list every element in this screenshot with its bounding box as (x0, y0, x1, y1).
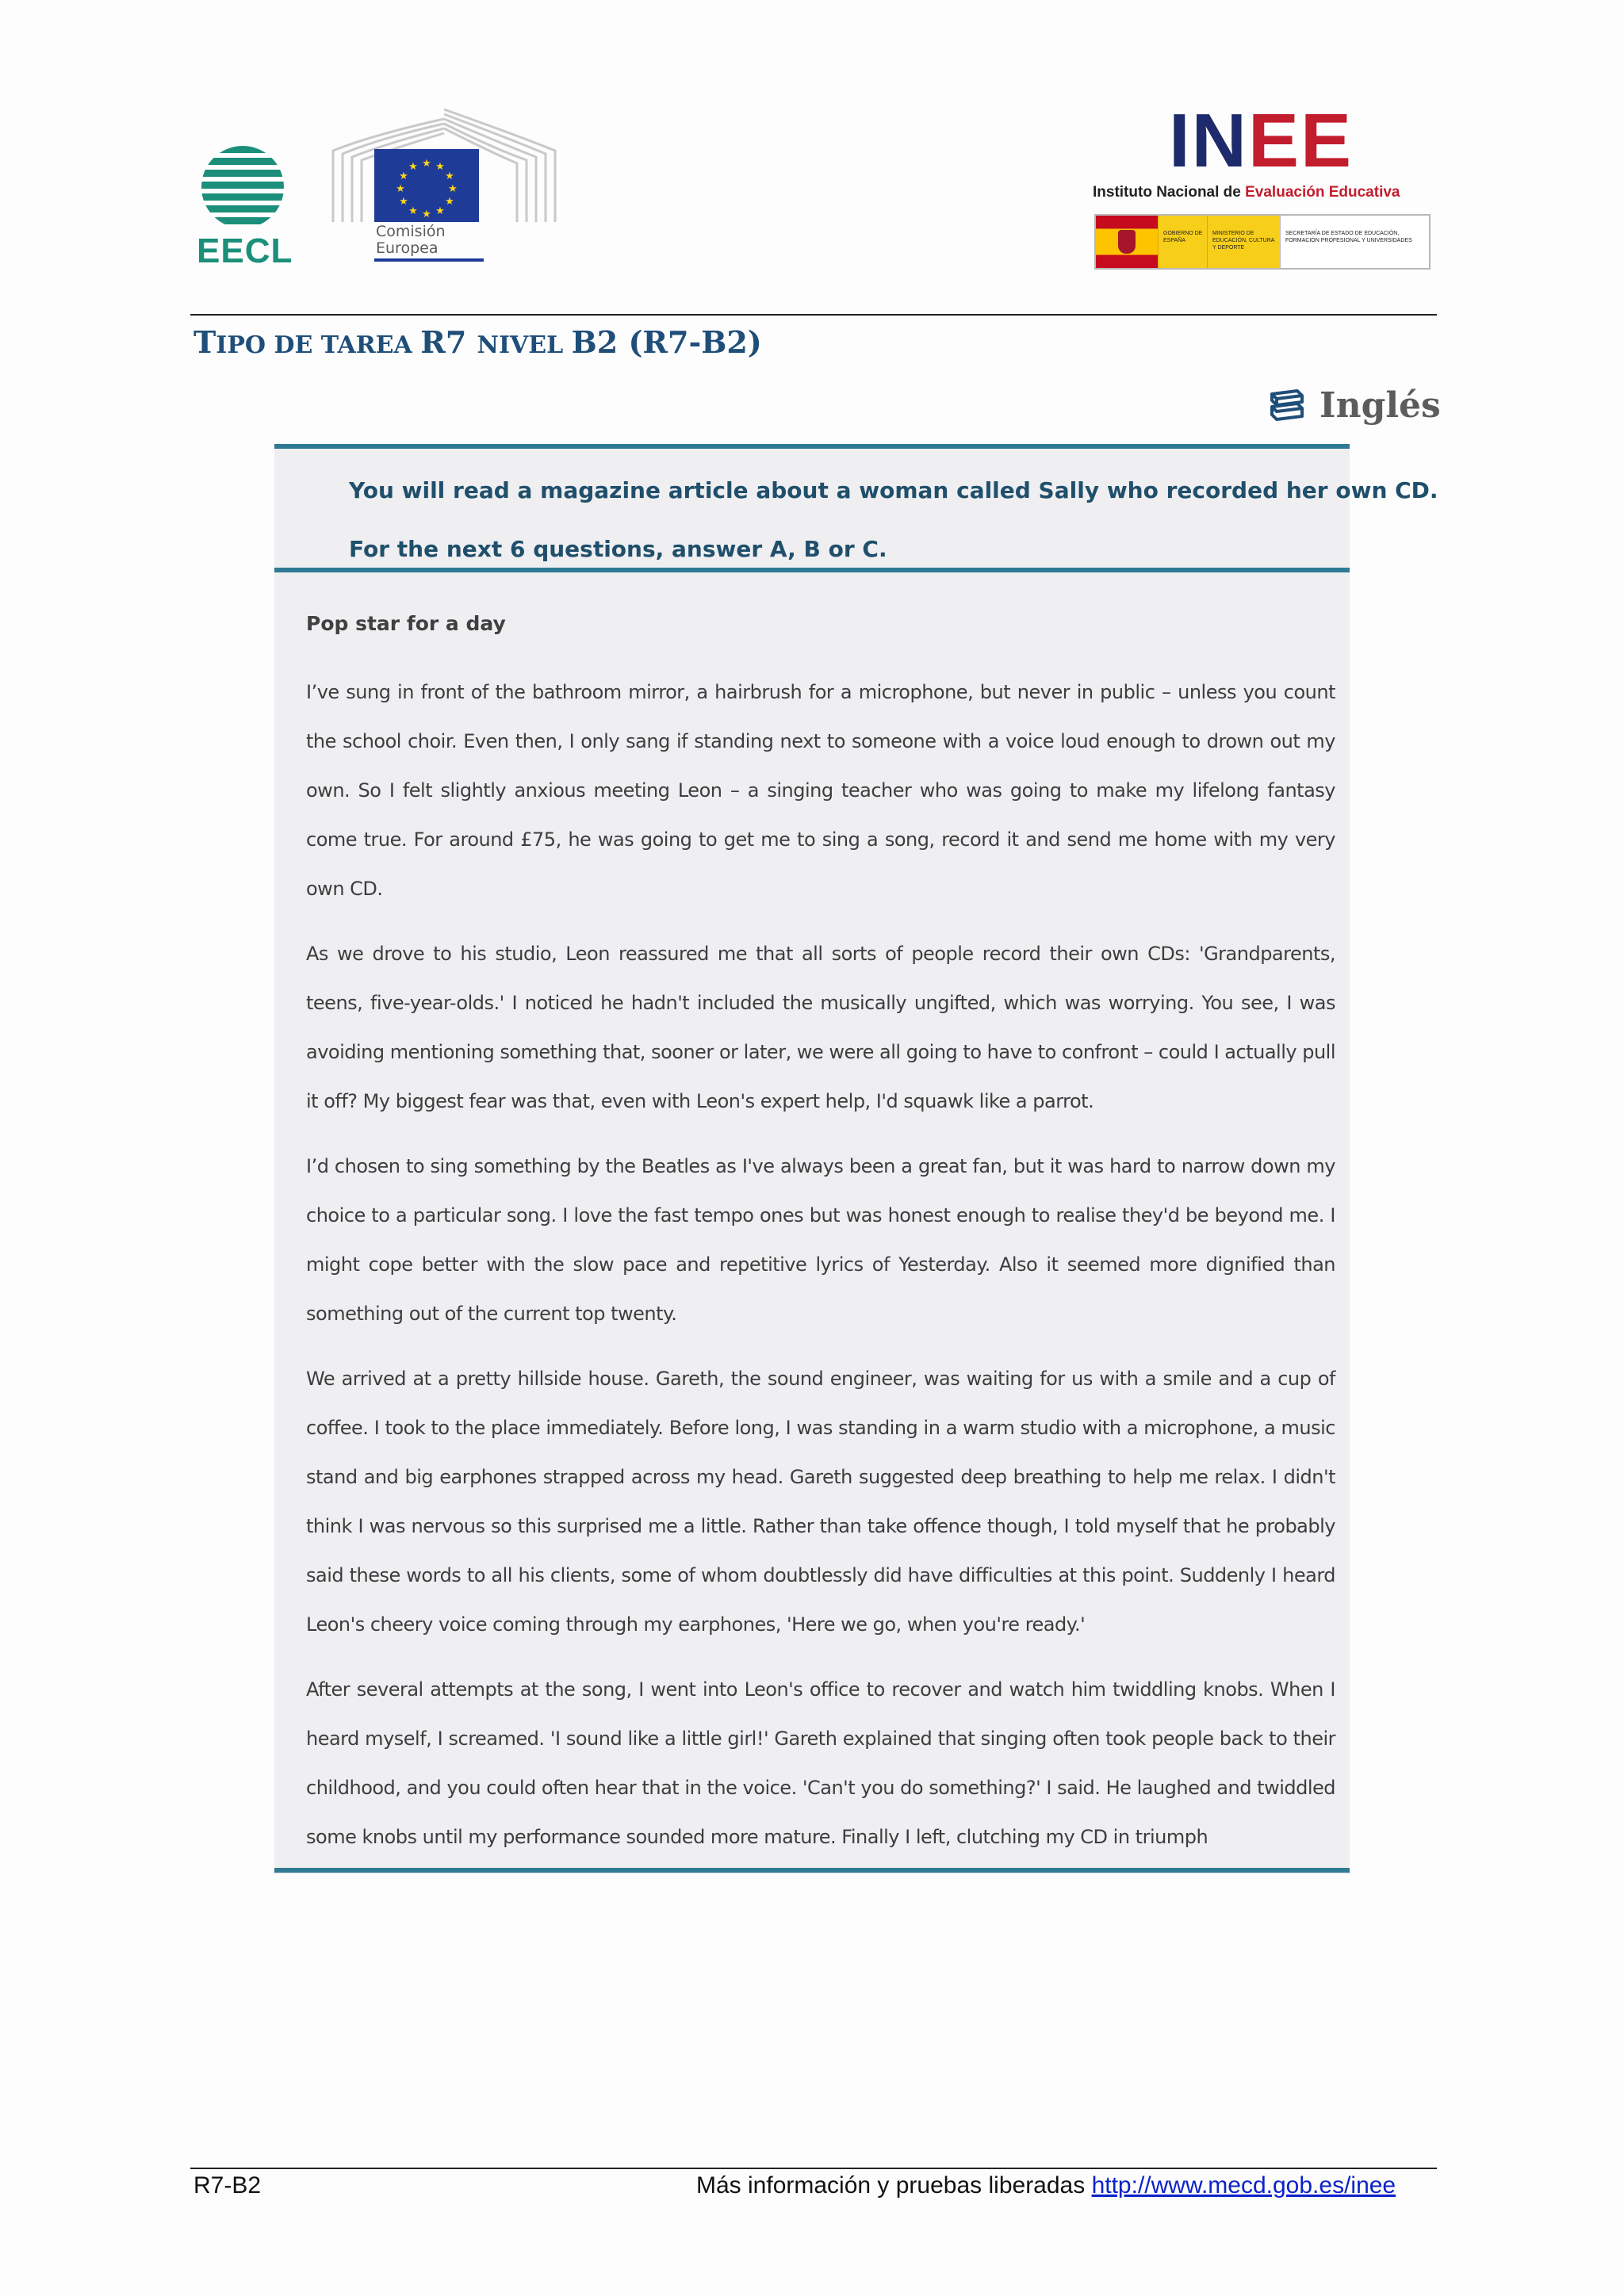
footer-link[interactable]: http://www.mecd.gob.es/inee (1091, 2172, 1396, 2198)
ec-logo-underline (374, 258, 484, 262)
svg-text:★: ★ (399, 196, 408, 208)
page-title: TIPO DE TAREA R7 NIVEL B2 (R7-B2) (193, 324, 762, 360)
svg-text:★: ★ (422, 158, 431, 170)
footer-info: Más información y pruebas liberadas http://www.mecd.gob.es/inee (696, 2172, 1396, 2198)
article-title: Pop star for a day (306, 612, 506, 635)
books-icon (1269, 388, 1305, 423)
panel-top-rule (274, 444, 1350, 449)
inee-wordmark: INEE (1169, 98, 1354, 183)
article-paragraph: I’ve sung in front of the bathroom mirror, a hairbrush for a microphone, but never in public – unless you count the school choir. Even then, I only sang if standing next to someone with a voice loud enough to drown out my own. So I felt slightly anxious meeting Leon – a singing teacher who was going to make my lifelong fantasy come true. For around £75, he was going to get me to sing a song, record it and send me home with my very own CD. (306, 681, 1335, 900)
svg-text:★: ★ (408, 205, 418, 217)
svg-text:★: ★ (396, 183, 405, 195)
panel-bottom-rule (274, 1868, 1350, 1873)
eu-flag-icon (374, 149, 479, 222)
panel-instructions-rule (274, 568, 1350, 572)
instruction-line: You will read a magazine article about a woman called Sally who recorded her own CD. (349, 477, 1438, 503)
inee-subtitle: Instituto Nacional de Evaluación Educativa (1093, 184, 1400, 201)
article-paragraph: I’d chosen to sing something by the Beatles as I've always been a great fan, but it was hard to narrow down my choice to a particular song. I love the fast tempo ones but was honest enough to realise they'd be beyond me. I might cope better with the slow pace and repetitive lyrics of Yesterday. Also it seemed more dignified than something out of the current top twenty. (306, 1155, 1335, 1325)
footer-task-code: R7-B2 (193, 2172, 262, 2198)
instruction-line: For the next 6 questions, answer A, B or C. (349, 536, 887, 562)
secretariat-label: SECRETARÍA DE ESTADO DE EDUCACIÓN, FORMACIÓN PROFESIONAL Y UNIVERSIDADES (1280, 216, 1429, 268)
svg-text:★: ★ (448, 183, 458, 195)
european-commission-logo (325, 103, 563, 270)
header-divider (190, 314, 1437, 316)
eecl-logo-text: EECL (197, 232, 293, 270)
government-banner (1094, 214, 1431, 270)
svg-text:★: ★ (408, 161, 418, 173)
article-paragraph: We arrived at a pretty hillside house. Gareth, the sound engineer, was waiting for us with a smile and a cup of coffee. I took to the place immediately. Before long, I was standing in a warm studio with a microphone, a music stand and big earphones strapped across my head. Gareth suggested deep breathing to help me relax. I didn't think I was nervous so this surprised me a little. Rather than take offence though, I told myself that he probably said these words to all his clients, some of whom doubtlessly did have difficulties at this point. Suddenly I heard Leon's cheery voice coming through my earphones, 'Here we go, when you're ready.' (306, 1368, 1335, 1636)
article-paragraph: As we drove to his studio, Leon reassured me that all sorts of people record their own CDs: 'Grandparents, teens, five-year-olds.' I noticed he hadn't included the musically ungifted, which was worrying. You see, I was avoiding mentioning something that, sooner or later, we were all going to have to confront – could I actually pull it off? My biggest fear was that, even with Leon's expert help, I'd squawk like a parrot. (306, 943, 1335, 1112)
svg-text:★: ★ (445, 170, 454, 182)
svg-text:★: ★ (435, 161, 445, 173)
svg-text:★: ★ (422, 209, 431, 220)
inee-logo (1093, 98, 1442, 276)
ec-logo-text: Comisión Europea (376, 223, 446, 257)
svg-text:★: ★ (399, 170, 408, 182)
subject-heading (1269, 377, 1441, 433)
footer-divider (190, 2168, 1437, 2169)
coat-of-arms-icon (1118, 230, 1136, 254)
spain-flag-icon (1096, 216, 1158, 268)
article-paragraph: After several attempts at the song, I went into Leon's office to recover and watch him twiddling knobs. When I heard myself, I screamed. 'I sound like a little girl!' Gareth explained that singing often took people back to their childhood, and you could often hear that in the voice. 'Can't you do something?' I said. He laughed and twiddled some knobs until my performance sounded more mature. Finally I left, clutching my CD in triumph (306, 1678, 1335, 1848)
svg-text:★: ★ (435, 205, 445, 217)
svg-text:★: ★ (445, 196, 454, 208)
subject-label: Inglés (1320, 385, 1441, 426)
gov-label: GOBIERNO DE ESPAÑA (1158, 216, 1207, 268)
eecl-globe-icon (201, 146, 284, 228)
eecl-logo (197, 143, 292, 270)
ministry-label: MINISTERIO DE EDUCACIÓN, CULTURA Y DEPORTE (1207, 216, 1280, 268)
